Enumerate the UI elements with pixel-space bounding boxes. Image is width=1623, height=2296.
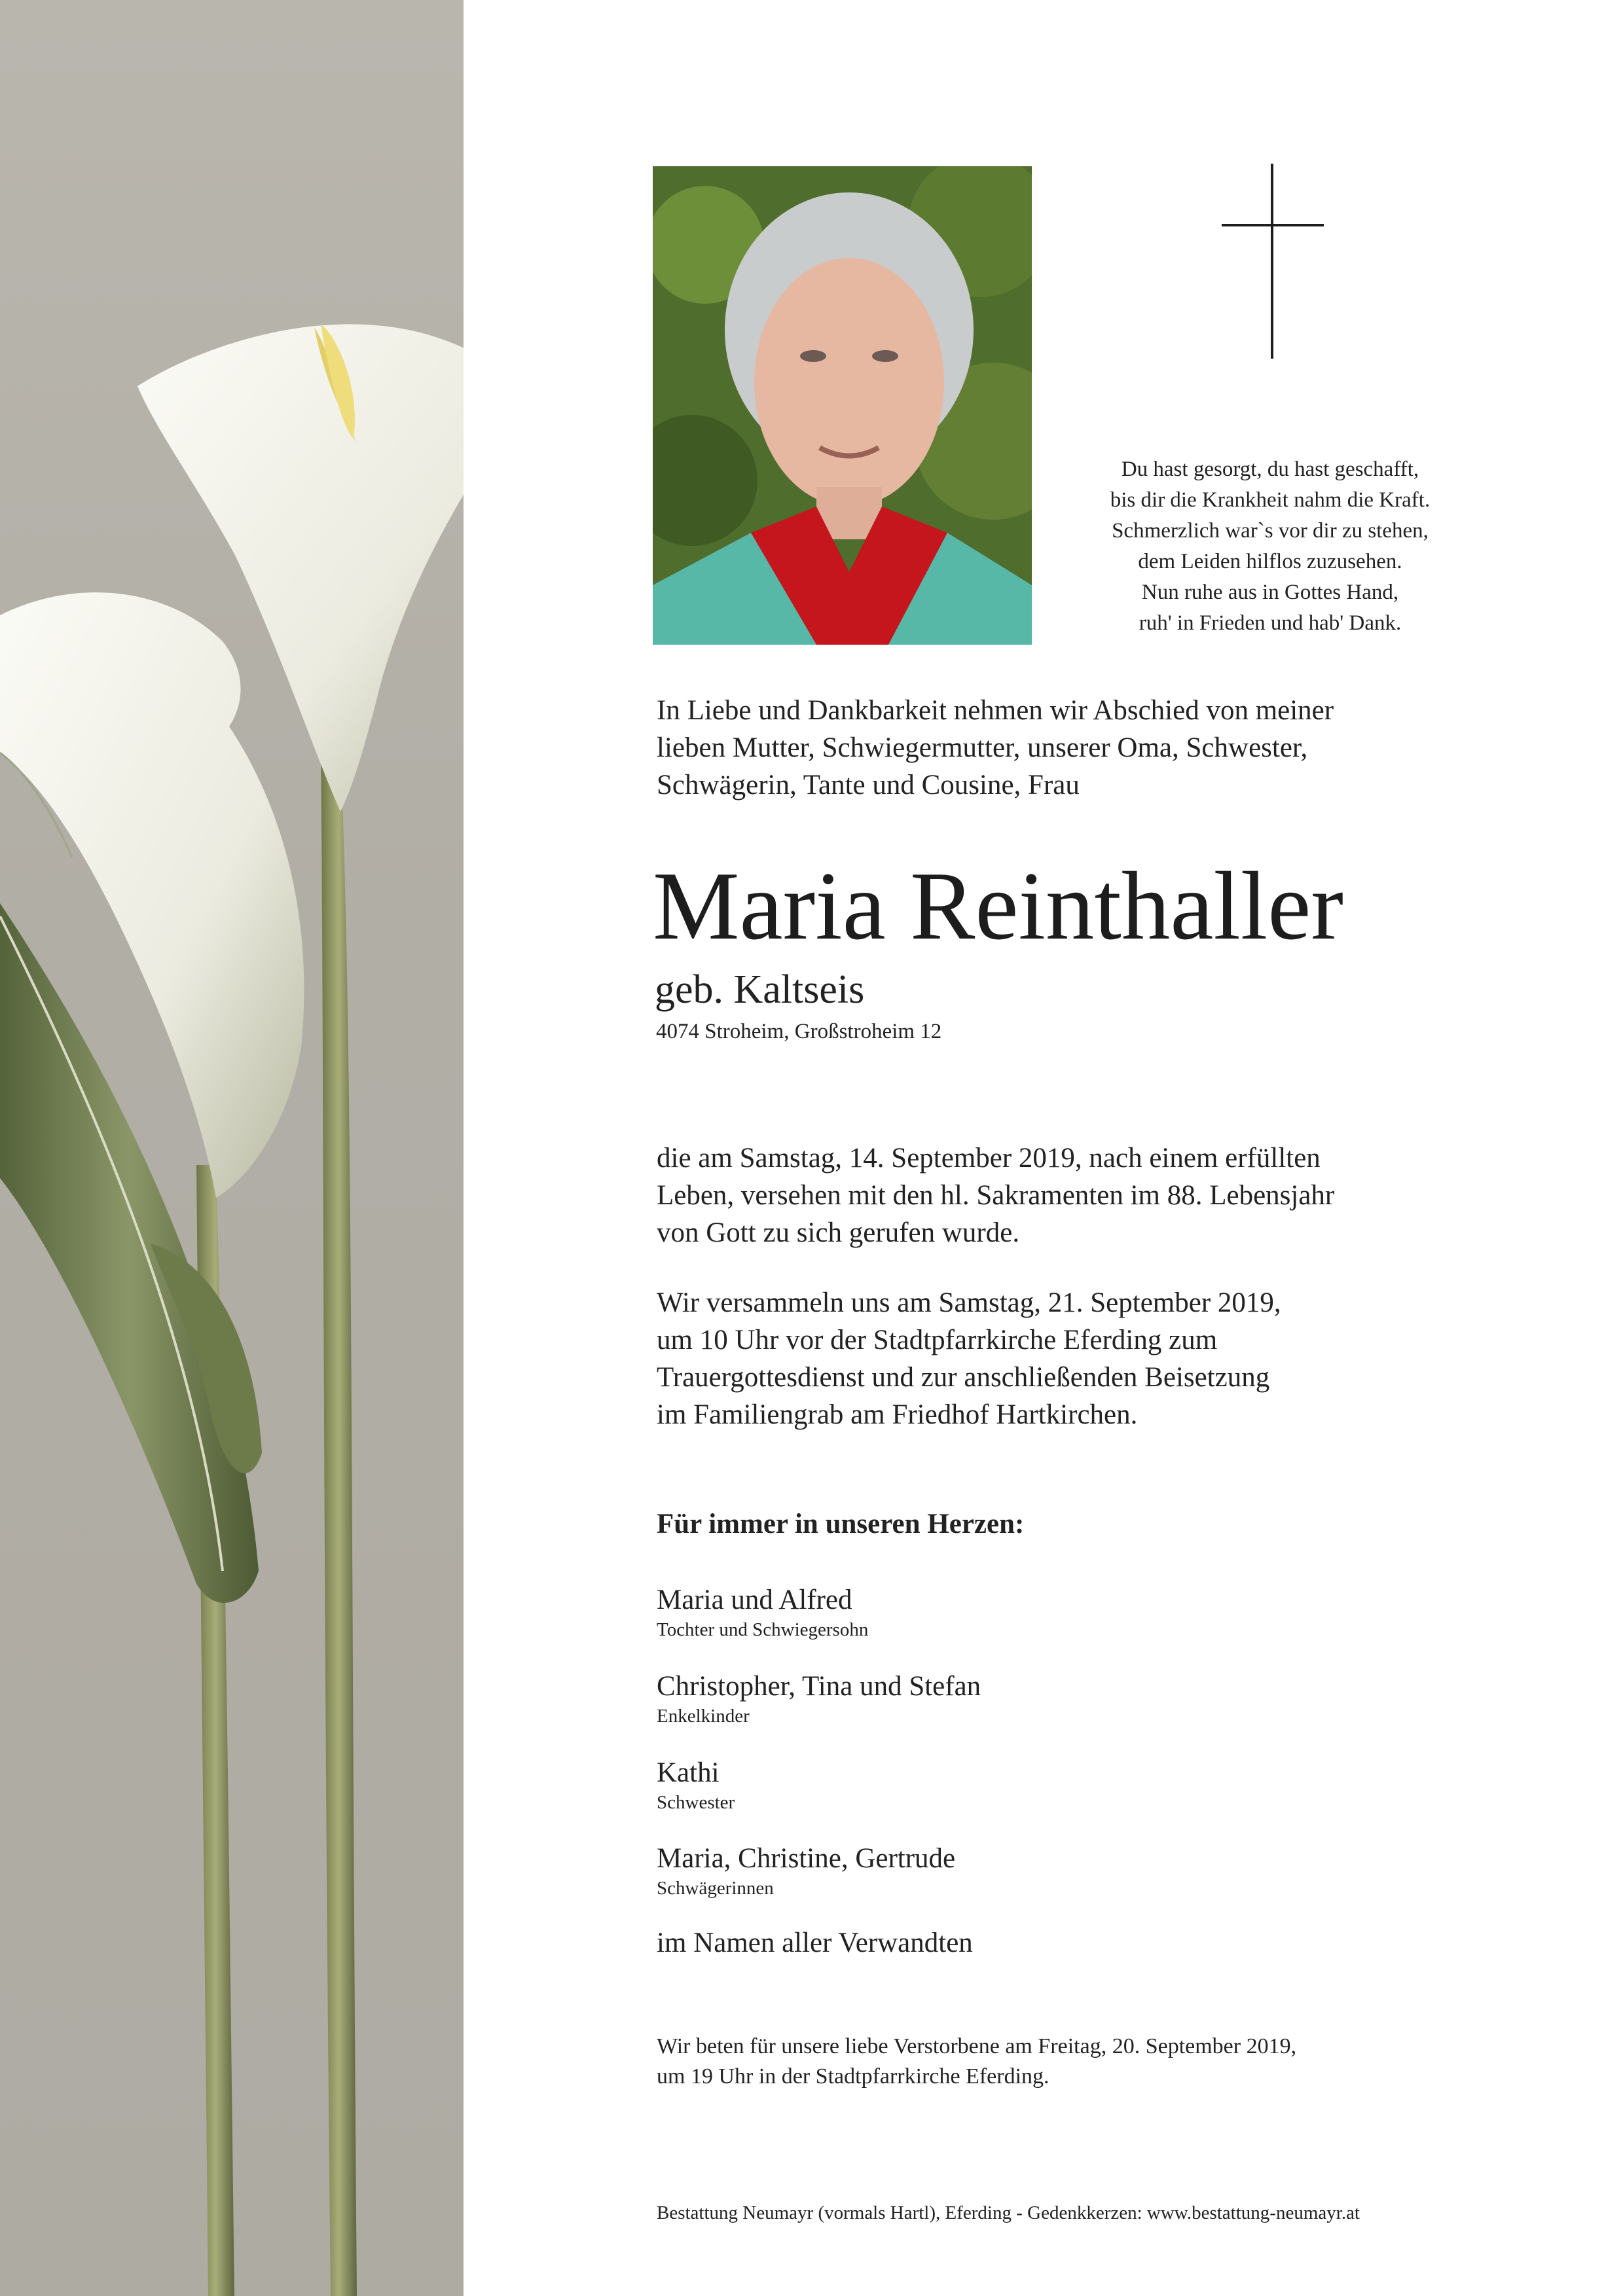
deceased-name: Maria Reinthaller bbox=[653, 852, 1344, 960]
mourner-relation: Tochter und Schwiegersohn bbox=[657, 1619, 869, 1640]
mourner-relation: Schwägerinnen bbox=[657, 1878, 774, 1899]
mourner-names: Kathi bbox=[657, 1757, 720, 1788]
mourner-entry bbox=[657, 1841, 955, 1900]
prayer-line: Wir beten für unsere liebe Verstorbene am Freitag, 20. September 2019, bbox=[657, 2034, 1297, 2058]
funeral-notice-line: im Familiengrab am Friedhof Hartkirchen. bbox=[657, 1399, 1138, 1430]
funeral-notice-line: um 10 Uhr vor der Stadtpfarrkirche Eferding zum bbox=[657, 1325, 1218, 1355]
calla-lily-side-image bbox=[0, 0, 464, 2296]
poem-line: Schmerzlich war`s vor dir zu stehen, bbox=[1112, 519, 1429, 543]
cross-vertical-bar bbox=[1271, 164, 1273, 359]
poem-line: Nun ruhe aus in Gottes Hand, bbox=[1141, 581, 1399, 604]
death-notice-line: von Gott zu sich gerufen wurde. bbox=[657, 1217, 1020, 1248]
cross-icon bbox=[1222, 164, 1324, 360]
death-notice bbox=[657, 1139, 1541, 1251]
death-notice-line: die am Samstag, 14. September 2019, nach einem erfüllten bbox=[657, 1143, 1321, 1174]
mourner-names: Maria, Christine, Gertrude bbox=[657, 1843, 956, 1874]
calla-lily-illustration bbox=[0, 0, 464, 2296]
mourner-relation: Schwester bbox=[657, 1792, 735, 1813]
prayer-notice bbox=[657, 2032, 1296, 2092]
poem-line: ruh' in Frieden und hab' Dank. bbox=[1139, 611, 1402, 635]
mourner-relation: Enkelkinder bbox=[657, 1706, 750, 1727]
mourners-closing: im Namen aller Verwandten bbox=[657, 1928, 973, 1958]
intro-line: In Liebe und Dankbarkeit nehmen wir Abschied von meiner bbox=[657, 695, 1334, 726]
mourner-names: Maria und Alfred bbox=[657, 1585, 852, 1615]
intro-line: lieben Mutter, Schwiegermutter, unserer Oma, Schwester, bbox=[657, 732, 1308, 763]
intro-line: Schwägerin, Tante und Cousine, Frau bbox=[657, 770, 1080, 800]
portrait-illustration bbox=[653, 166, 1032, 645]
death-notice-line: Leben, versehen mit den hl. Sakramenten im 88. Lebensjahr bbox=[657, 1180, 1335, 1211]
mourner-entry bbox=[657, 1583, 868, 1641]
prayer-line: um 19 Uhr in der Stadtpfarrkirche Eferding. bbox=[657, 2064, 1049, 2089]
mourner-names: Christopher, Tina und Stefan bbox=[657, 1671, 981, 1702]
mourners-heading: Für immer in unseren Herzen: bbox=[657, 1509, 1025, 1539]
funeral-notice-line: Trauergottesdienst und zur anschließenden Beisetzung bbox=[657, 1362, 1270, 1393]
deceased-address: 4074 Stroheim, Großstroheim 12 bbox=[656, 1020, 942, 1043]
funeral-home-footer: Bestattung Neumayr (vormals Hartl), Eferding - Gedenkkerzen: www.bestattung-neumayr.at bbox=[657, 2202, 1360, 2223]
funeral-notice bbox=[657, 1284, 1541, 1433]
poem-line: dem Leiden hilflos zuzusehen. bbox=[1138, 550, 1402, 573]
funeral-notice-line: Wir versammeln uns am Samstag, 21. September 2019, bbox=[657, 1287, 1281, 1318]
poem-line: Du hast gesorgt, du hast geschafft, bbox=[1121, 457, 1419, 481]
farewell-intro bbox=[657, 692, 1508, 804]
portrait-photo bbox=[653, 166, 1032, 645]
poem-line: bis dir die Krankheit nahm die Kraft. bbox=[1110, 488, 1431, 512]
mourner-entry bbox=[657, 1669, 981, 1728]
memorial-poem bbox=[1048, 454, 1493, 639]
mourner-entry bbox=[657, 1755, 735, 1814]
birth-name: geb. Kaltseis bbox=[655, 967, 865, 1012]
cross-horizontal-bar bbox=[1222, 224, 1324, 226]
